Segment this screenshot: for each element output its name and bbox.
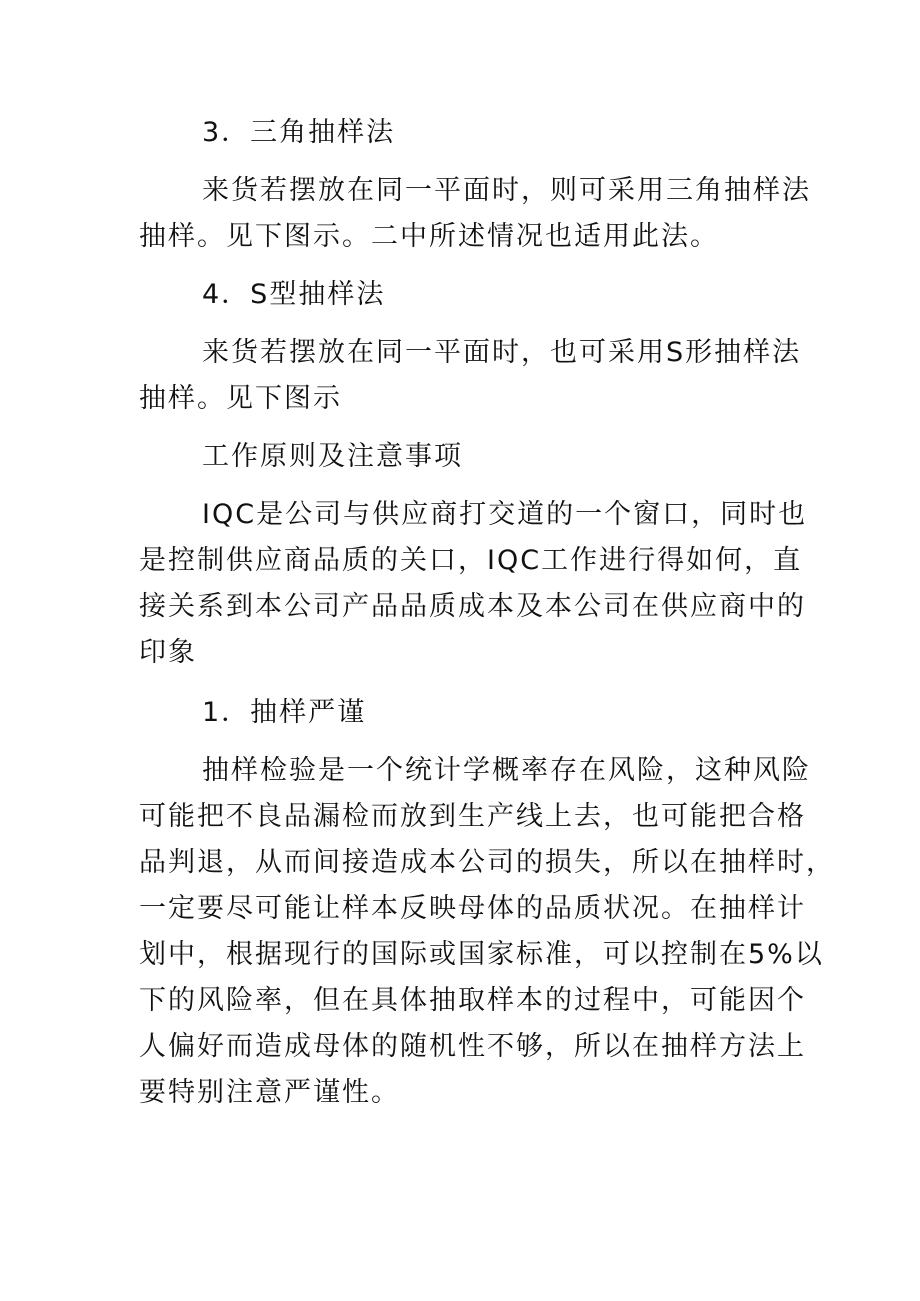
paragraph-line: 是控制供应商品质的关口，IQC工作进行得如何，直: [139, 545, 803, 576]
paragraph-line: 可能把不良品漏检而放到生产线上去，也可能把合格: [139, 801, 806, 832]
section-heading: 工作原则及注意事项: [202, 441, 463, 472]
paragraph-line: 下的风险率，但在具体抽取样本的过程中，可能因个: [139, 985, 806, 1016]
paragraph-line: 来货若摆放在同一平面时，则可采用三角抽样法: [202, 175, 811, 206]
paragraph-line: 一定要尽可能让样本反映母体的品质状况。在抽样计: [139, 893, 806, 924]
paragraph-line: 抽样。见下图示: [139, 383, 342, 414]
paragraph-line: 品判退，从而间接造成本公司的损失，所以在抽样时，: [139, 847, 835, 878]
section-heading: 4．S型抽样法: [202, 279, 386, 310]
paragraph-line: 接关系到本公司产品品质成本及本公司在供应商中的: [139, 591, 806, 622]
paragraph-line: 抽样。见下图示。二中所述情况也适用此法。: [139, 221, 719, 252]
paragraph-line: 来货若摆放在同一平面时，也可采用S形抽样法: [202, 337, 802, 368]
document-body: [139, 110, 835, 1116]
section-heading: 3．三角抽样法: [202, 117, 396, 148]
paragraph-line: 要特别注意严谨性。: [139, 1077, 400, 1108]
paragraph-line: IQC是公司与供应商打交道的一个窗口，同时也: [202, 499, 808, 530]
paragraph-line: 印象: [139, 637, 197, 668]
paragraph-line: 人偏好而造成母体的随机性不够，所以在抽样方法上: [139, 1031, 806, 1062]
section-heading: 1．抽样严谨: [202, 697, 367, 728]
paragraph-line: 划中，根据现行的国际或国家标准，可以控制在5%以: [139, 939, 824, 970]
paragraph-line: 抽样检验是一个统计学概率存在风险，这种风险: [202, 755, 811, 786]
